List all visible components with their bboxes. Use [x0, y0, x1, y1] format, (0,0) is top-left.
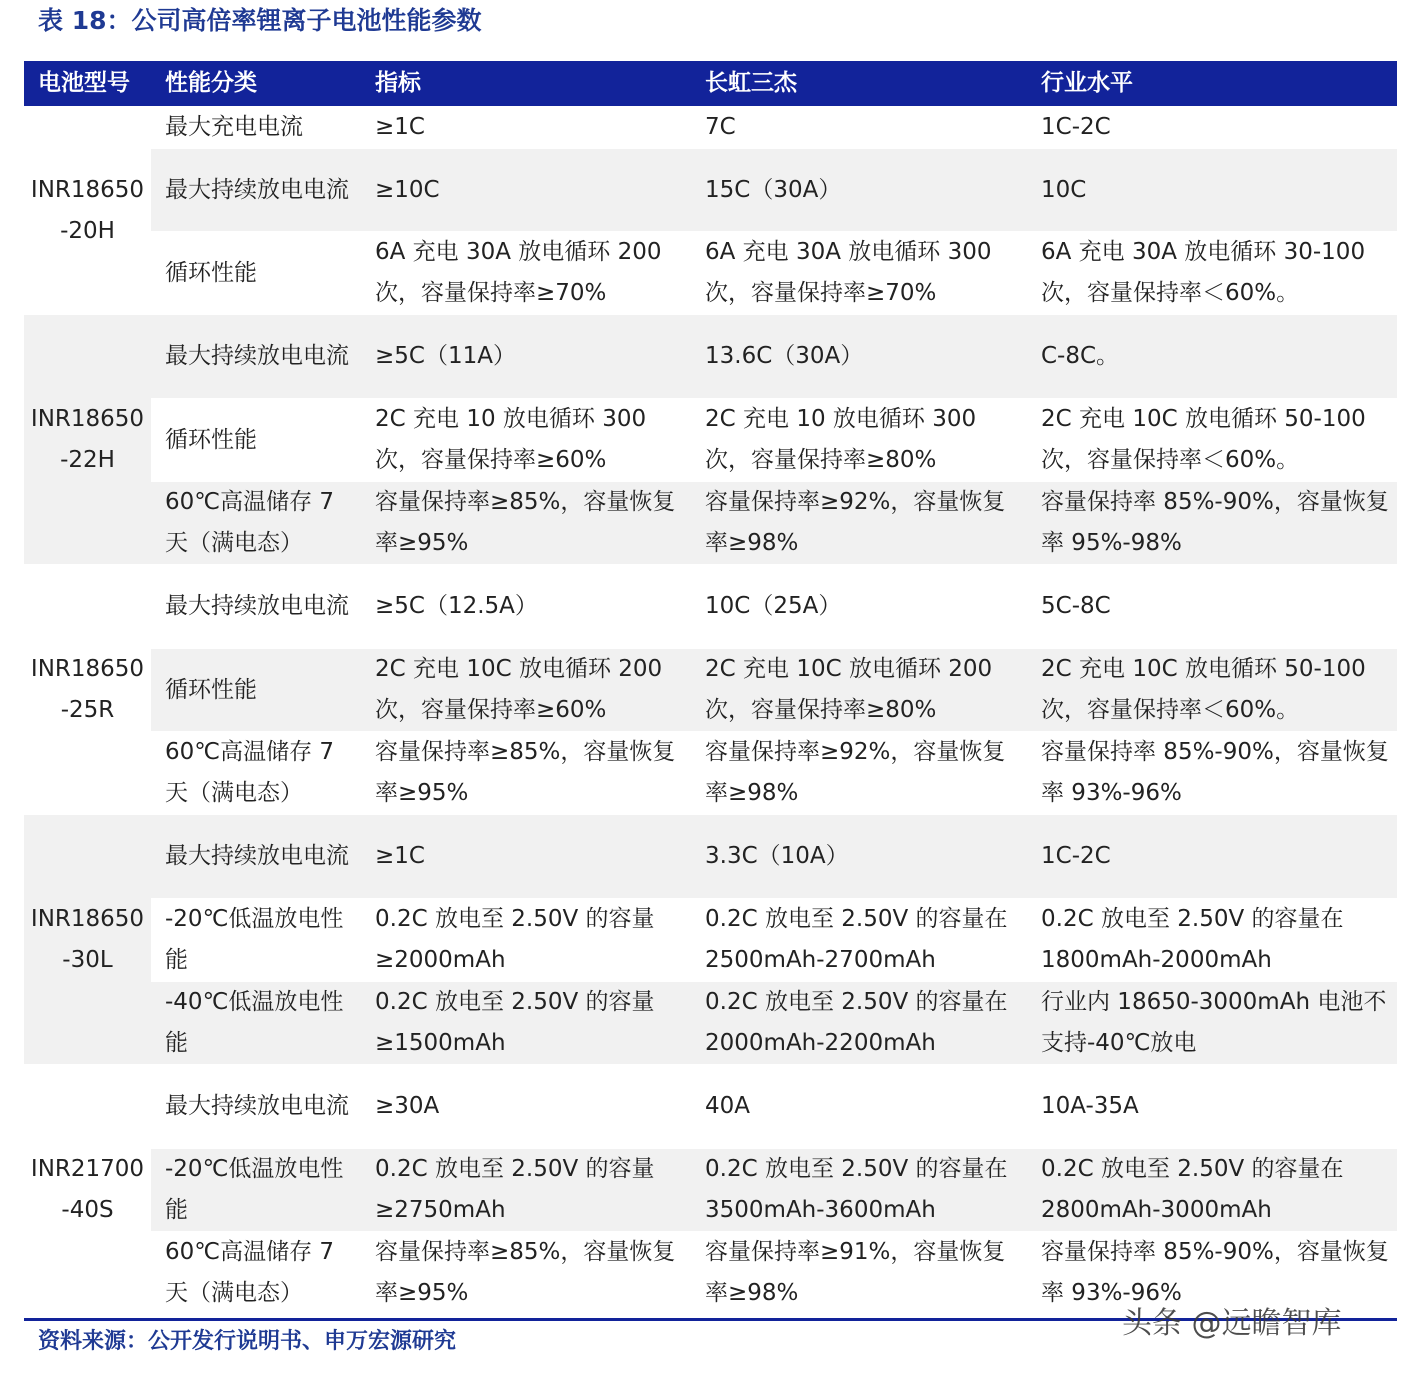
battery-model: INR18650-30L [24, 815, 151, 1065]
watermark: 头条 @远瞻智库 [1122, 1306, 1342, 1341]
industry-cell: 1C-2C [1027, 107, 1397, 149]
category-cell: -40℃低温放电性能 [151, 982, 361, 1065]
changhong-cell: 6A 充电 30A 放电循环 300 次，容量保持率≥70% [691, 232, 1027, 315]
table-row [24, 732, 1397, 815]
category-cell: 最大持续放电电流 [151, 1065, 361, 1149]
changhong-cell: 0.2C 放电至 2.50V 的容量在 2000mAh-2200mAh [691, 982, 1027, 1065]
category-cell: 循环性能 [151, 649, 361, 732]
table-row [24, 1065, 1397, 1149]
battery-group [24, 815, 1397, 1065]
changhong-cell: 40A [691, 1065, 1027, 1149]
category-cell: 60℃高温储存 7 天（满电态） [151, 1232, 361, 1315]
table-row [24, 315, 1397, 399]
changhong-cell: 7C [691, 107, 1027, 149]
changhong-cell: 容量保持率≥92%，容量恢复率≥98% [691, 482, 1027, 565]
indicator-cell: 容量保持率≥85%，容量恢复率≥95% [361, 482, 691, 565]
indicator-cell: 0.2C 放电至 2.50V 的容量≥2750mAh [361, 1149, 691, 1232]
industry-cell: 0.2C 放电至 2.50V 的容量在 1800mAh-2000mAh [1027, 899, 1397, 982]
indicator-cell: ≥30A [361, 1065, 691, 1149]
changhong-cell: 2C 充电 10 放电循环 300 次，容量保持率≥80% [691, 399, 1027, 482]
industry-cell: 1C-2C [1027, 815, 1397, 899]
table-row [24, 815, 1397, 899]
changhong-cell: 10C（25A） [691, 565, 1027, 649]
changhong-cell: 容量保持率≥91%，容量恢复率≥98% [691, 1232, 1027, 1315]
battery-group [24, 565, 1397, 815]
changhong-cell: 3.3C（10A） [691, 815, 1027, 899]
battery-model: INR18650-20H [24, 107, 151, 315]
table-row [24, 982, 1397, 1065]
battery-group [24, 107, 1397, 315]
indicator-cell: 2C 充电 10 放电循环 300 次，容量保持率≥60% [361, 399, 691, 482]
industry-cell: 容量保持率 85%-90%，容量恢复率 93%-96% [1027, 732, 1397, 815]
category-cell: 最大持续放电电流 [151, 815, 361, 899]
table-row [24, 899, 1397, 982]
category-cell: 循环性能 [151, 399, 361, 482]
table-row [24, 399, 1397, 482]
category-cell: 最大持续放电电流 [151, 565, 361, 649]
table-row [24, 107, 1397, 149]
industry-cell: 10C [1027, 149, 1397, 232]
industry-cell: 5C-8C [1027, 565, 1397, 649]
changhong-cell: 15C（30A） [691, 149, 1027, 232]
source-note: 资料来源：公开发行说明书、申万宏源研究 [38, 1329, 457, 1354]
category-cell: 循环性能 [151, 232, 361, 315]
changhong-cell: 容量保持率≥92%，容量恢复率≥98% [691, 732, 1027, 815]
battery-group [24, 315, 1397, 565]
category-cell: 最大充电电流 [151, 107, 361, 149]
indicator-cell: 容量保持率≥85%，容量恢复率≥95% [361, 1232, 691, 1315]
table-row [24, 232, 1397, 315]
table-title: 表 18：公司高倍率锂离子电池性能参数 [38, 6, 482, 35]
header-indicator: 指标 [361, 61, 691, 107]
category-cell: 最大持续放电电流 [151, 149, 361, 232]
header-industry: 行业水平 [1027, 61, 1397, 107]
changhong-cell: 13.6C（30A） [691, 315, 1027, 399]
indicator-cell: ≥1C [361, 107, 691, 149]
table-row [24, 1149, 1397, 1232]
header-category: 性能分类 [151, 61, 361, 107]
industry-cell: 容量保持率 85%-90%，容量恢复率 93%-96% [1027, 1232, 1397, 1315]
industry-cell: 10A-35A [1027, 1065, 1397, 1149]
industry-cell: 行业内 18650-3000mAh 电池不支持-40℃放电 [1027, 982, 1397, 1065]
indicator-cell: ≥5C（12.5A） [361, 565, 691, 649]
header-changhong: 长虹三杰 [691, 61, 1027, 107]
battery-performance-table [24, 61, 1397, 1315]
header-model: 电池型号 [24, 61, 151, 107]
indicator-cell: ≥1C [361, 815, 691, 899]
changhong-cell: 0.2C 放电至 2.50V 的容量在 2500mAh-2700mAh [691, 899, 1027, 982]
indicator-cell: ≥10C [361, 149, 691, 232]
battery-model: INR18650-25R [24, 565, 151, 815]
indicator-cell: ≥5C（11A） [361, 315, 691, 399]
indicator-cell: 0.2C 放电至 2.50V 的容量≥2000mAh [361, 899, 691, 982]
category-cell: 60℃高温储存 7 天（满电态） [151, 732, 361, 815]
category-cell: 60℃高温储存 7 天（满电态） [151, 482, 361, 565]
changhong-cell: 0.2C 放电至 2.50V 的容量在 3500mAh-3600mAh [691, 1149, 1027, 1232]
indicator-cell: 容量保持率≥85%，容量恢复率≥95% [361, 732, 691, 815]
changhong-cell: 2C 充电 10C 放电循环 200 次，容量保持率≥80% [691, 649, 1027, 732]
indicator-cell: 6A 充电 30A 放电循环 200 次，容量保持率≥70% [361, 232, 691, 315]
battery-model: INR18650-22H [24, 315, 151, 565]
indicator-cell: 2C 充电 10C 放电循环 200 次，容量保持率≥60% [361, 649, 691, 732]
category-cell: -20℃低温放电性能 [151, 1149, 361, 1232]
battery-model: INR21700-40S [24, 1065, 151, 1315]
industry-cell: 2C 充电 10C 放电循环 50-100 次，容量保持率＜60%。 [1027, 399, 1397, 482]
table-row [24, 149, 1397, 232]
industry-cell: 容量保持率 85%-90%，容量恢复率 95%-98% [1027, 482, 1397, 565]
category-cell: -20℃低温放电性能 [151, 899, 361, 982]
battery-group [24, 1065, 1397, 1315]
table-row [24, 565, 1397, 649]
industry-cell: 0.2C 放电至 2.50V 的容量在 2800mAh-3000mAh [1027, 1149, 1397, 1232]
category-cell: 最大持续放电电流 [151, 315, 361, 399]
table-row [24, 649, 1397, 732]
indicator-cell: 0.2C 放电至 2.50V 的容量≥1500mAh [361, 982, 691, 1065]
industry-cell: C-8C。 [1027, 315, 1397, 399]
industry-cell: 2C 充电 10C 放电循环 50-100 次，容量保持率＜60%。 [1027, 649, 1397, 732]
industry-cell: 6A 充电 30A 放电循环 30-100 次，容量保持率＜60%。 [1027, 232, 1397, 315]
table-row [24, 482, 1397, 565]
table-header-row [24, 61, 1397, 107]
